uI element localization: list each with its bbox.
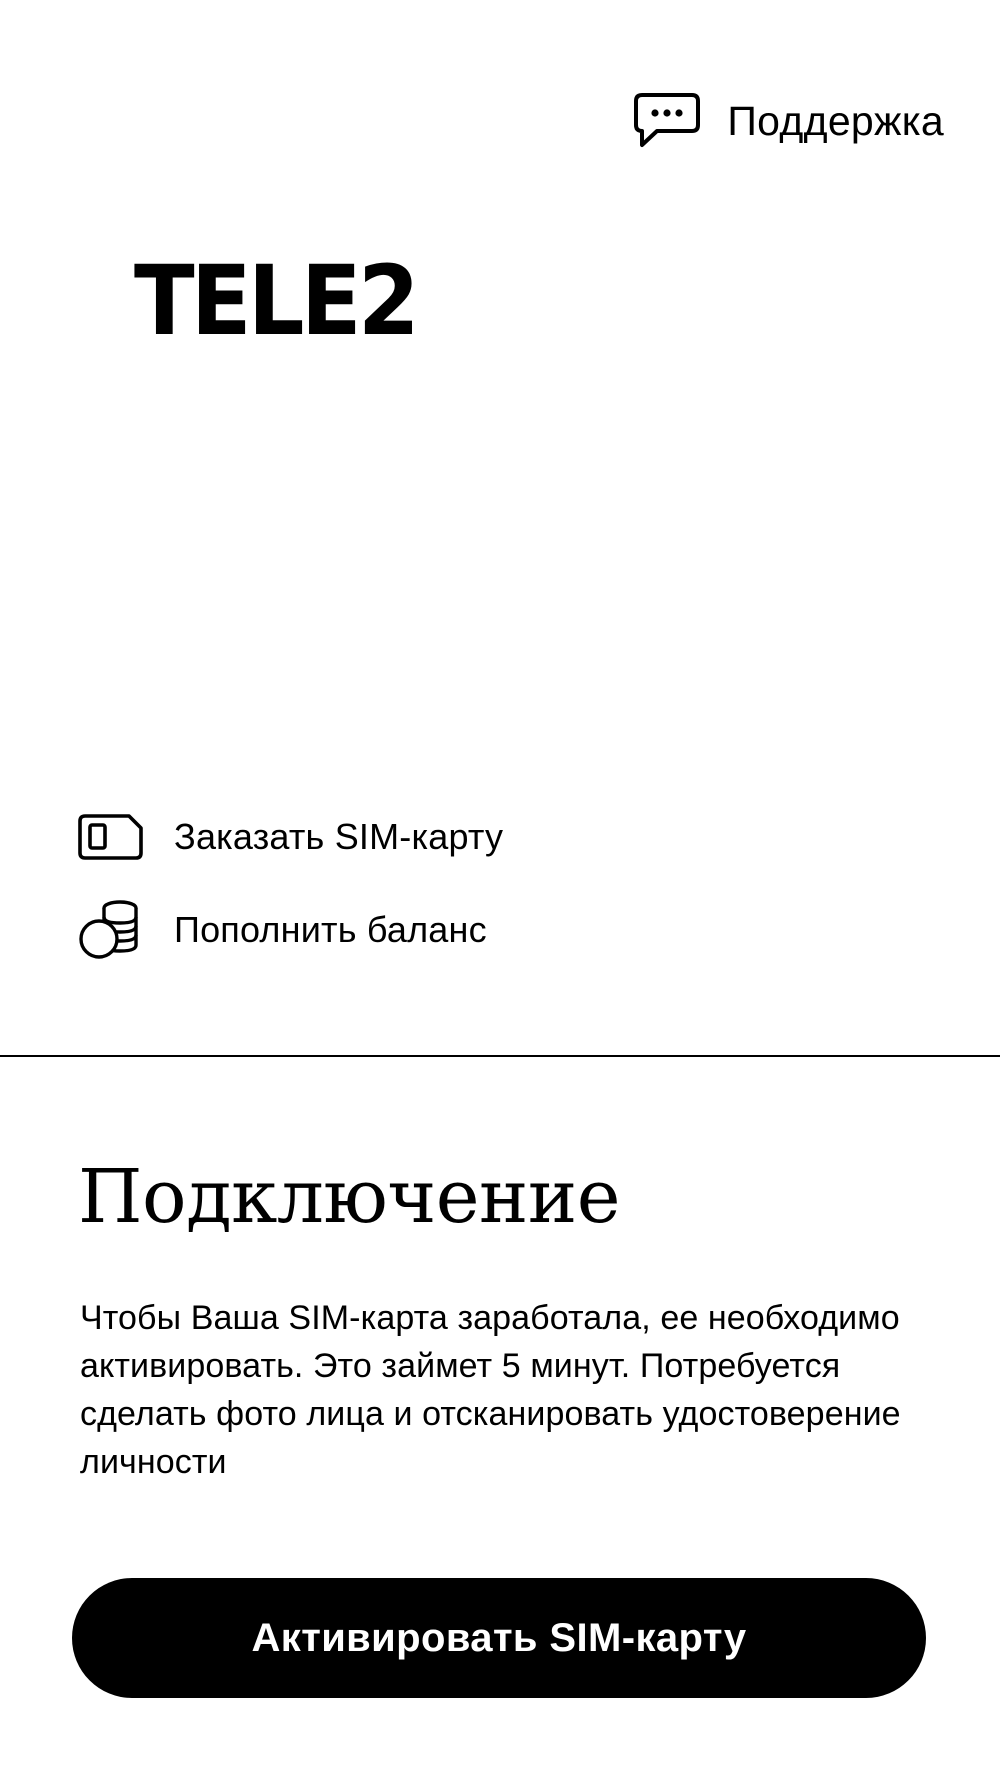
tele2-logo — [134, 234, 416, 338]
section-divider — [0, 1055, 1000, 1057]
quick-links — [78, 805, 678, 991]
section-description: Чтобы Ваша SIM-карта заработала, ее необходимо активировать. Это займет 5 минут. Потребуется сделать фото лица и отсканировать удостоверение личности — [80, 1299, 901, 1481]
chat-bubble-icon — [633, 92, 701, 150]
logo-text: TELE2 — [134, 245, 416, 338]
support-link[interactable] — [633, 92, 944, 150]
order-sim-label: Заказать SIM-карту — [174, 816, 504, 857]
top-up-balance-label: Пополнить баланс — [174, 909, 487, 950]
coins-icon — [78, 899, 140, 961]
order-sim-link[interactable] — [78, 805, 678, 869]
sim-card-icon — [78, 814, 144, 860]
top-up-balance-link[interactable] — [78, 898, 678, 962]
section-title: Подключение — [78, 1154, 620, 1240]
support-label: Поддержка — [727, 98, 944, 144]
activate-sim-button[interactable]: Активировать SIM-карту — [72, 1578, 926, 1698]
